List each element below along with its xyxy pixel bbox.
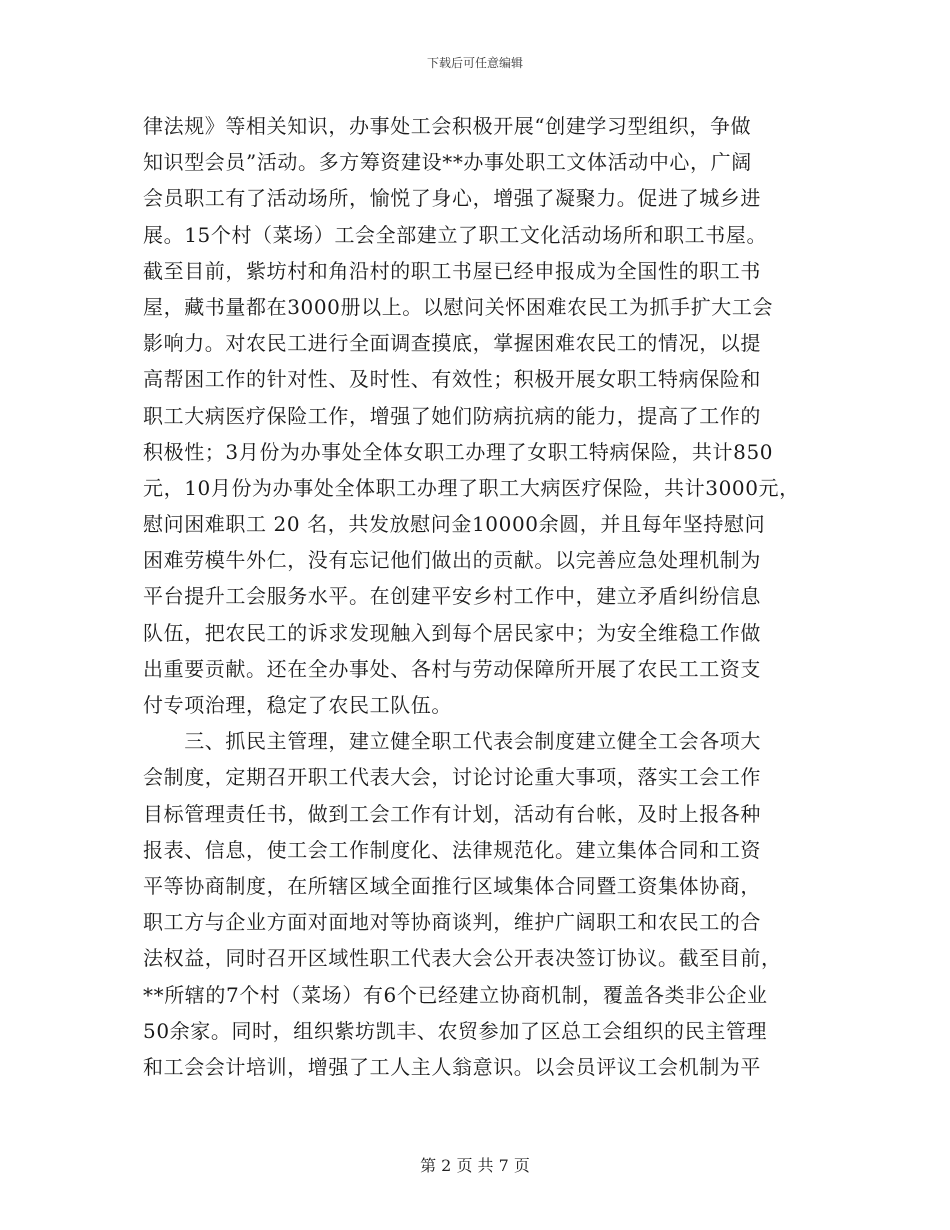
- text-line: 知识型会员”活动。多方筹资建设**办事处职工文体活动中心，广阔: [143, 150, 752, 175]
- text-line: 目标管理责任书，做到工会工作有计划，活动有台帐，及时上报各种: [143, 801, 761, 826]
- page-header: 下载后可任意编辑: [426, 56, 523, 70]
- text-line: 截至目前，紫坊村和角沿村的职工书屋已经申报成为全国性的职工书: [143, 258, 761, 283]
- text-line: 职工方与企业方面对面地对等协商谈判，维护广阔职工和农民工的合: [143, 910, 761, 935]
- text-line: 和工会会计培训，增强了工人主人翁意识。以会员评议工会机制为平: [143, 1054, 761, 1079]
- text-line: 报表、信息，使工会工作制度化、法律规范化。建立集体合同和工资: [143, 837, 761, 862]
- text-line: 积极性；3月份为办事处全体女职工办理了女职工特病保险，共计850: [143, 439, 774, 464]
- text-line: 三、抓民主管理，建立健全职工代表会制度建立健全工会各项大: [143, 729, 761, 754]
- text-line: 职工大病医疗保险工作，增强了她们防病抗病的能力，提高了工作的: [143, 403, 761, 428]
- text-line: 会员职工有了活动场所，愉悦了身心，增强了凝聚力。促进了城乡进: [143, 186, 761, 211]
- text-line: 平等协商制度，在所辖区域全面推行区域集体合同暨工资集体协商，: [143, 873, 761, 898]
- text-line: 律法规》等相关知识，办事处工会积极开展“创建学习型组织，争做: [143, 114, 752, 138]
- text-line: 影响力。对农民工进行全面调查摸底，掌握困难农民工的情况，以提: [143, 331, 761, 356]
- document-body: [143, 108, 811, 1085]
- text-line: 付专项治理，稳定了农民工队伍。: [143, 693, 452, 717]
- text-line: 高帮困工作的针对性、及时性、有效性；积极开展女职工特病保险和: [143, 367, 761, 392]
- text-line: 出重要贡献。还在全办事处、各村与劳动保障所开展了农民工工资支: [143, 656, 761, 681]
- text-line: 慰问困难职工 20 名，共发放慰问金10000余圆，并且每年坚持慰问: [143, 512, 766, 537]
- text-line: 元，10月份为办事处全体职工办理了职工大病医疗保险，共计3000元，: [143, 475, 800, 500]
- text-line: 法权益，同时召开区域性职工代表大会公开表决签订协议。截至目前，: [143, 946, 782, 971]
- text-line: **所辖的7个村（菜场）有6个已经建立协商机制，覆盖各类非公企业: [143, 982, 768, 1007]
- text-line: 平台提升工会服务水平。在创建平安乡村工作中，建立矛盾纠纷信息: [143, 584, 761, 609]
- text-line: 展。15个村（菜场）工会全部建立了职工文化活动场所和职工书屋。: [143, 222, 768, 247]
- text-line: 50余家。同时，组织紫坊凯丰、农贸参加了区总工会组织的民主管理: [143, 1018, 768, 1043]
- page-footer: 第 2 页 共 7 页: [420, 1156, 530, 1175]
- text-line: 困难劳模牛外仁，没有忘记他们做出的贡献。以完善应急处理机制为: [143, 548, 761, 573]
- text-line: 会制度，定期召开职工代表大会，讨论讨论重大事项，落实工会工作: [143, 765, 761, 790]
- text-line: 队伍，把农民工的诉求发现触入到每个居民家中；为安全维稳工作做: [143, 620, 761, 645]
- text-line: 屋，藏书量都在3000册以上。以慰问关怀困难农民工为抓手扩大工会: [143, 294, 774, 319]
